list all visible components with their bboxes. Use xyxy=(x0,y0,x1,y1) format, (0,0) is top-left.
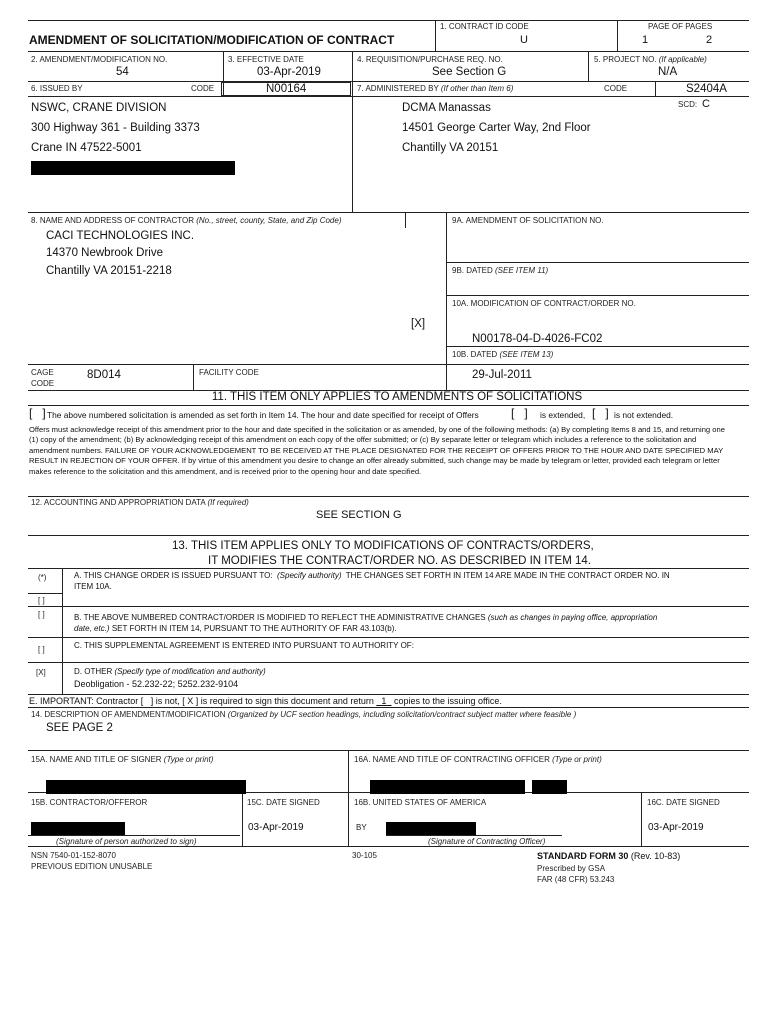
item-16c-label: 16C. DATE SIGNED xyxy=(647,798,720,807)
redaction-block xyxy=(31,822,125,835)
requisition-value: See Section G xyxy=(432,66,507,78)
item-10a-label: 10A. MODIFICATION OF CONTRACT/ORDER NO. xyxy=(452,299,636,308)
signature-line xyxy=(386,835,562,836)
rule xyxy=(446,295,749,296)
page-of-pages-label: PAGE OF PAGES xyxy=(648,22,713,31)
issuer-line-2: 300 Highway 361 - Building 3373 xyxy=(31,122,200,134)
rule xyxy=(28,212,749,213)
rule xyxy=(28,694,749,695)
rule xyxy=(28,606,749,607)
item-11-not-extended: is not extended. xyxy=(614,410,674,420)
item-11-extended: is extended, xyxy=(540,410,586,420)
contract-id-value: U xyxy=(520,34,528,46)
redaction-block xyxy=(370,780,525,794)
page-number: 1 xyxy=(642,34,649,46)
rule xyxy=(655,81,656,96)
issued-by-label: 6. ISSUED BY xyxy=(31,84,83,93)
signature-caption-left: (Signature of person authorized to sign) xyxy=(56,837,197,846)
admin-line-1: DCMA Manassas xyxy=(402,102,491,114)
rule xyxy=(28,535,749,536)
signature-caption-right: (Signature of Contracting Officer) xyxy=(428,837,546,846)
administered-by-label: 7. ADMINISTERED BY (If other than Item 6) xyxy=(357,84,514,93)
item-13b-text-2: date, etc.) SET FORTH IN ITEM 14, PURSUANT TO THE AUTHORITY OF FAR 43.103(b). xyxy=(74,624,397,633)
rule xyxy=(28,662,749,663)
item-13-title-2: IT MODIFIES THE CONTRACT/ORDER NO. AS DESCRIBED IN ITEM 14. xyxy=(208,555,591,567)
rule xyxy=(28,20,749,21)
effective-date-label: 3. EFFECTIVE DATE xyxy=(228,55,304,64)
item-11-bracket-2: [ ] xyxy=(511,406,528,420)
item-15a-label: 15A. NAME AND TITLE OF SIGNER (Type or print) xyxy=(31,755,214,764)
contractor-line-2: 14370 Newbrook Drive xyxy=(46,247,163,259)
item-13d-mark: [X] xyxy=(36,668,46,677)
item-11-line1: The above numbered solicitation is amended as set forth in Item 14. The hour and date specified for receipt of Offers xyxy=(47,410,479,420)
rule xyxy=(62,568,63,694)
form-title: AMENDMENT OF SOLICITATION/MODIFICATION OF CONTRACT xyxy=(29,33,395,47)
admin-line-3: Chantilly VA 20151 xyxy=(402,142,499,154)
contractor-label: 8. NAME AND ADDRESS OF CONTRACTOR (No., street, county, State, and Zip Code) xyxy=(31,216,342,225)
item-16b-label: 16B. UNITED STATES OF AMERICA xyxy=(354,798,487,807)
item-13d-text: D. OTHER (Specify type of modification and authority) xyxy=(74,667,266,676)
rule xyxy=(28,81,749,82)
item-13a-mark-2: [ ] xyxy=(38,596,45,605)
item-16c-value: 03-Apr-2019 xyxy=(648,822,704,833)
issuer-line-3: Crane IN 47522-5001 xyxy=(31,142,142,154)
item-11-text: Offers must acknowledge receipt of this amendment prior to the hour and date specified in the solicitation or as amended, by one of the following methods: (a) By completing Items 8 and 15, and returning one (1) copy of the amendment; (b) By acknowledging receipt of this amendment on each copy of the offer submitted; or (c) By separate letter or telegram which includes a reference to the solicitation and amendment numbers. FAILURE OF YOUR ACKNOWLEDGEMENT TO BE RECEIVED AT THE PLACE DESIGNATED FOR THE RECEIPT OF OFFERS PRIOR TO THE HOUR AND DATE SPECIFIED MAY RESULT IN REJECTION OF YOUR OFFER. If by virtue of this amendment you desire to change an offer already submitted, such change may be made by telegram or letter, provided each telegram or letter makes reference to the solicitation and this amendment, and is received prior to the opening hour and date specified. xyxy=(29,425,725,476)
item-13a-mark: (*) xyxy=(38,573,47,582)
far-reference: FAR (48 CFR) 53.243 xyxy=(537,875,615,884)
amendment-no-value: 54 xyxy=(116,66,129,78)
admin-code-label: CODE xyxy=(604,84,628,93)
rule xyxy=(405,212,406,228)
item-10a-value: N00178-04-D-4026-FC02 xyxy=(472,333,603,345)
cage-label-2: CODE xyxy=(31,379,55,388)
rule xyxy=(28,593,62,594)
item-11-bracket-3: [ ] xyxy=(592,406,609,420)
rule xyxy=(28,707,749,708)
issued-code-value: N00164 xyxy=(266,83,307,95)
item-10b-label: 10B. DATED (SEE ITEM 13) xyxy=(452,350,554,359)
item-12-value: SEE SECTION G xyxy=(316,509,402,521)
item-13c-mark: [ ] xyxy=(38,645,45,654)
admin-line-2: 14501 George Carter Way, 2nd Floor xyxy=(402,122,591,134)
rule xyxy=(193,364,194,390)
rule xyxy=(446,262,749,263)
redaction-block xyxy=(386,822,476,835)
item-11-title: 11. THIS ITEM ONLY APPLIES TO AMENDMENTS OF SOLICITATIONS xyxy=(211,391,583,403)
facility-code-label: FACILITY CODE xyxy=(199,368,259,377)
rule xyxy=(28,637,749,638)
nsn: NSN 7540-01-152-8070 xyxy=(31,851,116,860)
issued-code-label: CODE xyxy=(191,84,215,93)
redaction-block xyxy=(46,780,246,794)
by-label: BY xyxy=(356,823,367,832)
item-13d-detail: Deobligation - 52.232-22; 5252.232-9104 xyxy=(74,679,239,689)
previous-edition: PREVIOUS EDITION UNUSABLE xyxy=(31,862,153,871)
amendment-no-label: 2. AMENDMENT/MODIFICATION NO. xyxy=(31,55,168,64)
item-10b-value: 29-Jul-2011 xyxy=(472,369,532,381)
contract-id-label: 1. CONTRACT ID CODE xyxy=(440,22,529,31)
issuer-line-1: NSWC, CRANE DIVISION xyxy=(31,102,167,114)
item-12-label: 12. ACCOUNTING AND APPROPRIATION DATA (If required) xyxy=(31,498,249,507)
standard-form: STANDARD FORM 30 (Rev. 10-83) xyxy=(537,851,681,861)
contractor-line-3: Chantilly VA 20151-2218 xyxy=(46,265,172,277)
item-e-line: E. IMPORTANT: Contractor [ ] is not, [ X ] is required to sign this document and return 1 copies to the issuing office. xyxy=(29,696,502,706)
total-pages: 2 xyxy=(706,34,713,46)
rule xyxy=(28,496,749,497)
rule xyxy=(617,20,618,51)
item-13a-text-2: ITEM 10A. xyxy=(74,582,112,591)
item-9b-label: 9B. DATED (SEE ITEM 11) xyxy=(452,266,549,275)
rule xyxy=(28,364,749,365)
item-13b-mark: [ ] xyxy=(38,610,45,619)
admin-code-value: S2404A xyxy=(686,83,727,95)
form-number: 30-105 xyxy=(352,851,377,860)
item-9a-label: 9A. AMENDMENT OF SOLICITATION NO. xyxy=(452,216,604,225)
item-15c-value: 03-Apr-2019 xyxy=(248,822,304,833)
item-10a-checkbox: [X] xyxy=(411,318,426,330)
project-no-label: 5. PROJECT NO. (If applicable) xyxy=(594,55,707,64)
item-13-title-1: 13. THIS ITEM APPLIES ONLY TO MODIFICATIONS OF CONTRACTS/ORDERS, xyxy=(172,540,594,552)
rule xyxy=(28,51,749,52)
rule xyxy=(641,792,642,846)
contractor-line-1: CACI TECHNOLOGIES INC. xyxy=(46,230,195,242)
item-15c-label: 15C. DATE SIGNED xyxy=(247,798,320,807)
item-13a-text: A. THIS CHANGE ORDER IS ISSUED PURSUANT TO: (Specify authority) THE CHANGES SET FORTH IN ITEM 14 ARE MADE IN THE CONTRACT ORDER NO. IN xyxy=(74,571,670,580)
rule xyxy=(242,792,243,846)
item-13b-text: B. THE ABOVE NUMBERED CONTRACT/ORDER IS MODIFIED TO REFLECT THE ADMINISTRATIVE CHANGES (such as changes in paying office, appropriation xyxy=(74,613,658,622)
item-11-bracket-1: [ ] xyxy=(29,406,46,420)
rule xyxy=(28,568,749,569)
redaction-block xyxy=(31,161,235,175)
item-14-value: SEE PAGE 2 xyxy=(46,722,113,734)
requisition-label: 4. REQUISITION/PURCHASE REQ. NO. xyxy=(357,55,503,64)
prescribed-by: Prescribed by GSA xyxy=(537,864,606,873)
cage-label-1: CAGE xyxy=(31,368,54,377)
scd-label: SCD: xyxy=(678,100,698,109)
item-16a-label: 16A. NAME AND TITLE OF CONTRACTING OFFICER (Type or print) xyxy=(354,755,602,764)
redaction-block xyxy=(532,780,567,794)
rule xyxy=(348,750,349,846)
effective-date-value: 03-Apr-2019 xyxy=(257,66,321,78)
item-13c-text: C. THIS SUPPLEMENTAL AGREEMENT IS ENTERED INTO PURSUANT TO AUTHORITY OF: xyxy=(74,641,414,650)
rule xyxy=(28,750,749,751)
scd-value: C xyxy=(702,98,710,110)
rule xyxy=(28,96,749,97)
item-15b-label: 15B. CONTRACTOR/OFFEROR xyxy=(31,798,148,807)
rule xyxy=(28,405,749,406)
rule xyxy=(435,20,436,51)
cage-code-value: 8D014 xyxy=(87,369,121,381)
signature-line xyxy=(28,835,240,836)
rule xyxy=(352,81,353,212)
project-no-value: N/A xyxy=(658,66,678,78)
item-14-label: 14. DESCRIPTION OF AMENDMENT/MODIFICATION (Organized by UCF section headings, including solicitation/contract subject matter where feasible ) xyxy=(31,710,577,719)
rule xyxy=(588,51,589,81)
